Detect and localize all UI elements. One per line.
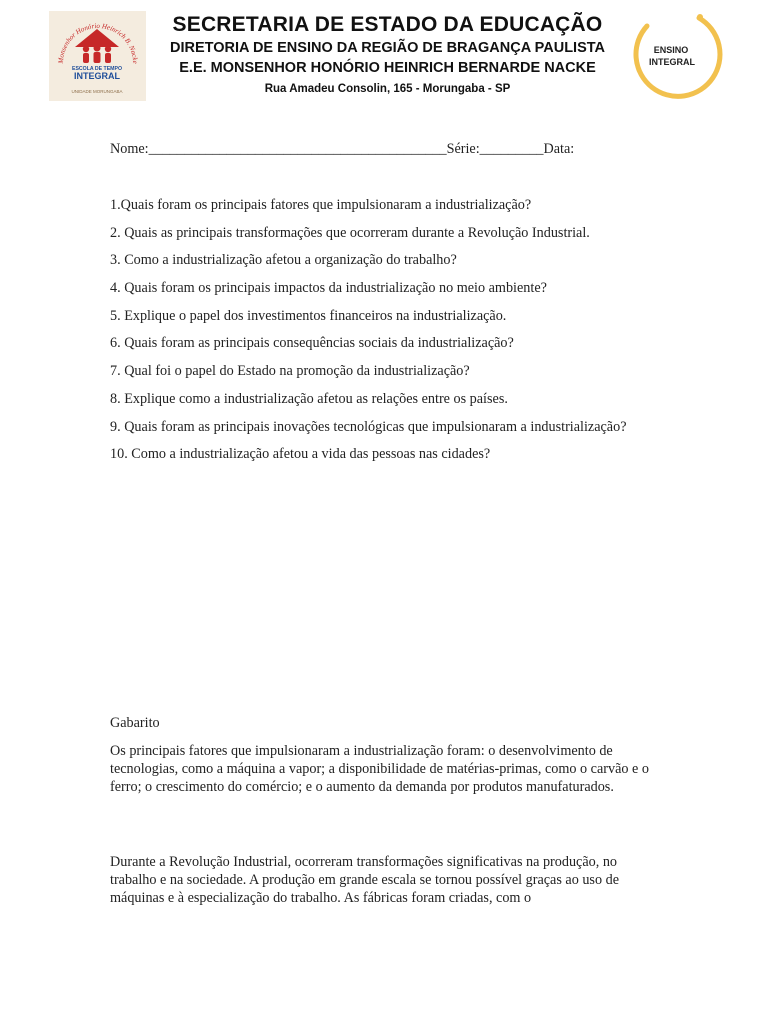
ensino-integral-logo-graphic (627, 8, 725, 104)
person-icon (83, 46, 89, 52)
question-item: 6. Quais foram as principais consequências sociais da industrialização? (110, 335, 514, 352)
school-logo (49, 11, 146, 101)
ensino-integral-logo (627, 8, 725, 104)
question-item: 2. Quais as principais transformações que ocorreram durante a Revolução Industrial. (110, 224, 590, 241)
question-list (110, 196, 660, 473)
header-school-name: E.E. MONSENHOR HONÓRIO HEINRICH BERNARDE NACKE (179, 60, 596, 76)
question-item: 3. Como a industrialização afetou a organização do trabalho? (110, 252, 457, 269)
logo-line2: INTEGRAL (74, 71, 120, 81)
logo-bottom-text: UNIDADE MORUNGABA (71, 89, 123, 94)
logo-right-line2: INTEGRAL (649, 57, 695, 67)
header-subtitle: DIRETORIA DE ENSINO DA REGIÃO DE BRAGANÇA PAULISTA (169, 40, 606, 56)
question-item: 7. Qual foi o papel do Estado na promoção da industrialização? (110, 363, 470, 380)
question-item: 10. Como a industrialização afetou a vida das pessoas nas cidades? (110, 446, 491, 463)
document-header (0, 0, 768, 110)
header-text-block (150, 12, 625, 98)
answer-paragraph: Os principais fatores que impulsionaram a industrialização foram: o desenvolvimento de tecnologias, como a máquina a vapor; a disponibilidade de matérias-primas, como o carvão e o ferro; o crescimento do comércio; e o aumento da demanda por produtos manufaturados. (110, 743, 649, 795)
logo-arc-text: Monsenhor Honório Heinrich B. Nacke (56, 21, 140, 64)
student-info-line (110, 141, 574, 158)
question-item: 1.Quais foram os principais fatores que impulsionaram a industrialização? (110, 197, 532, 213)
name-label: Nome: (110, 141, 149, 157)
serie-blank: _________ (479, 141, 544, 157)
name-blank: __________________________________________ (148, 141, 447, 157)
header-title: SECRETARIA DE ESTADO DA EDUCAÇÃO (172, 13, 603, 36)
question-item: 9. Quais foram as principais inovações tecnológicas que impulsionaram a industrialização? (110, 418, 627, 435)
gabarito-title: Gabarito (110, 715, 160, 731)
person-icon (105, 46, 111, 52)
answer-paragraph: Durante a Revolução Industrial, ocorreram transformações significativas na produção, no trabalho e na sociedade. A produção em grande escala se tornou possível graças ao uso de máquinas e à especialização do trabalho. As fábricas foram criadas, com o (110, 854, 619, 906)
logo-right-line1: ENSINO (653, 45, 689, 55)
question-item: 8. Explique como a industrialização afetou as relações entre os países. (110, 390, 508, 407)
school-logo-graphic (49, 11, 146, 101)
question-item: 4. Quais foram os principais impactos da industrialização no meio ambiente? (110, 280, 547, 297)
logo-line1: ESCOLA DE TEMPO (72, 66, 122, 72)
serie-label: Série: (446, 141, 480, 157)
date-label: Data: (543, 141, 575, 157)
header-address: Rua Amadeu Consolin, 165 - Morungaba - SP (264, 83, 511, 95)
question-item: 5. Explique o papel dos investimentos financeiros na industrialização. (110, 307, 507, 324)
person-icon (94, 45, 101, 52)
